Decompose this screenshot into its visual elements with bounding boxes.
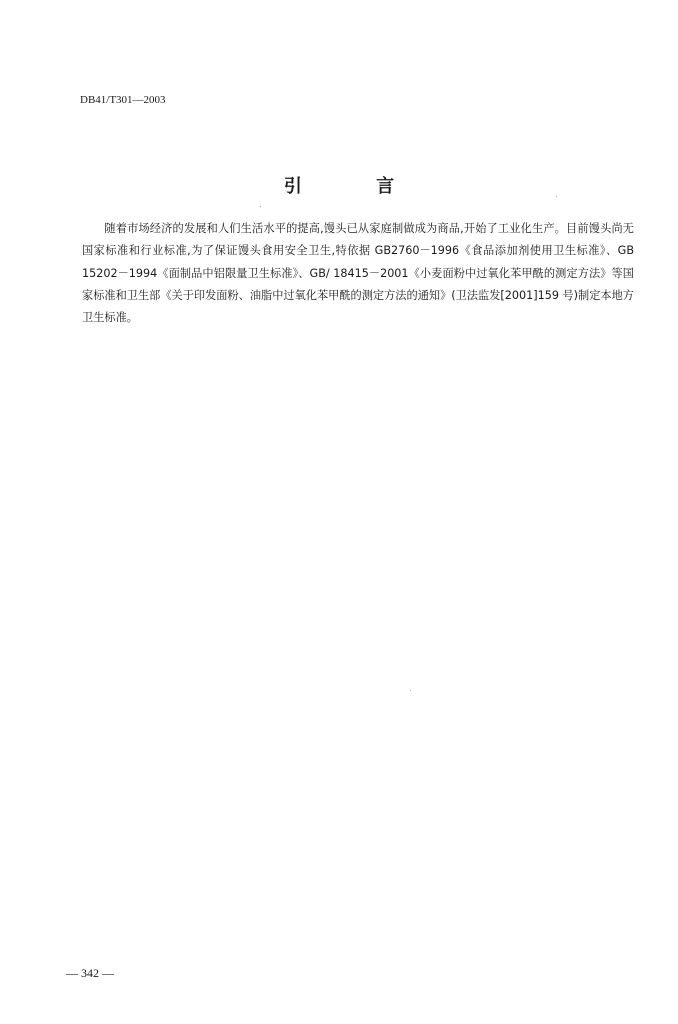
- scan-speck: [260, 206, 261, 207]
- standard-code: DB41/T301—2003: [80, 94, 166, 106]
- section-title: 引 言: [283, 176, 429, 197]
- introduction-paragraph: 随着市场经济的发展和人们生活水平的提高,馒头已从家庭制做成为商品,开始了工业化生产。目前馒头尚无国家标准和行业标准,为了保证馒头食用安全卫生,特依据 GB2760－1996《食品添加剂使用卫生标准》、GB 15202－1994《面制品中铝限量卫生标准》、GB/ 18415－2001《小麦面粉中过氧化苯甲酰的测定方法》等国家标准和卫生部《关于印发面粉、油脂中过氧化苯甲酰的测定方法的通知》(卫法监发[2001]159 号)制定本地方卫生标准。: [82, 222, 634, 325]
- scan-speck: [556, 196, 557, 197]
- page-number: — 342 —: [66, 966, 114, 980]
- scan-speck: [410, 690, 411, 691]
